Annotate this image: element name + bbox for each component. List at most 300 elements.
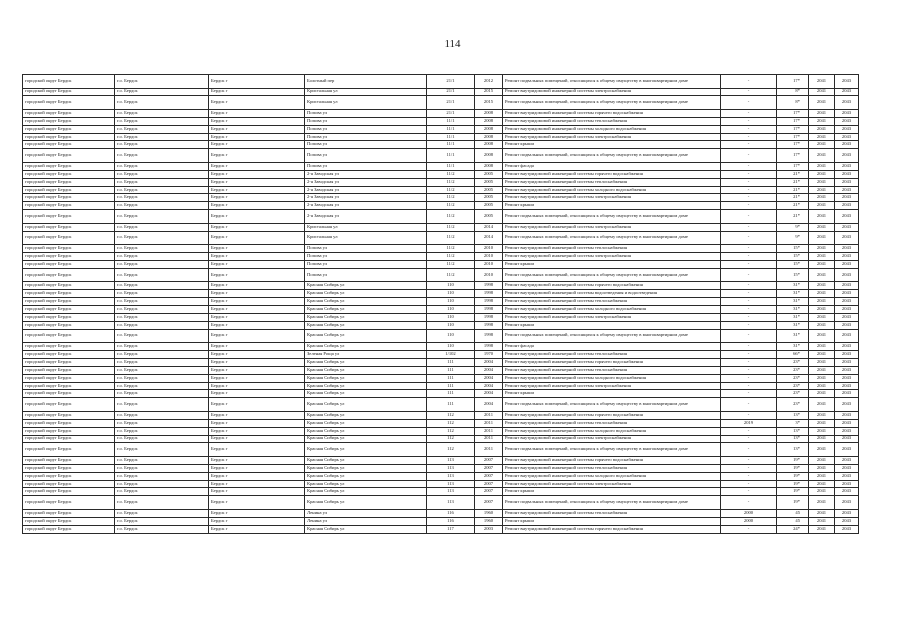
repair-work-cell: Ремонт внутридомовой инженерной системы электроснабжения xyxy=(503,133,721,141)
period-start-cell: 2041 xyxy=(809,210,835,224)
period-end-cell: 2043 xyxy=(835,374,859,382)
house-number-cell: 1/102 xyxy=(427,350,475,358)
municipality-cell: городской округ Бердск xyxy=(23,343,115,351)
locality-cell: Бердск г xyxy=(209,178,305,186)
last-repair-year-cell: - xyxy=(721,374,777,382)
repair-work-cell: Ремонт внутридомовой инженерной системы электроснабжения xyxy=(503,480,721,488)
house-number-cell: 112 xyxy=(427,443,475,457)
last-repair-year-cell: - xyxy=(721,162,777,170)
table-row xyxy=(23,178,859,186)
period-start-cell: 2041 xyxy=(809,374,835,382)
city-district-cell: г.о. Бердск xyxy=(115,464,209,472)
locality-cell: Бердск г xyxy=(209,419,305,427)
house-number-cell: 111 xyxy=(427,374,475,382)
table-row xyxy=(23,321,859,329)
table-row xyxy=(23,419,859,427)
house-number-cell: 113 xyxy=(427,480,475,488)
repair-work-cell: Ремонт внутридомовой инженерной системы электроснабжения xyxy=(503,435,721,443)
city-district-cell: г.о. Бердск xyxy=(115,109,209,117)
repair-work-cell: Ремонт внутридомовой инженерной системы горячего водоснабжения xyxy=(503,170,721,178)
municipality-cell: городской округ Бердск xyxy=(23,75,115,89)
period-start-cell: 2041 xyxy=(809,480,835,488)
city-district-cell: г.о. Бердск xyxy=(115,260,209,268)
repair-work-cell: Ремонт внутридомовой инженерной системы горячего водоснабжения xyxy=(503,411,721,419)
municipality-cell: городской округ Бердск xyxy=(23,149,115,163)
locality-cell: Бердск г xyxy=(209,268,305,282)
locality-cell: Бердск г xyxy=(209,374,305,382)
period-start-cell: 2041 xyxy=(809,464,835,472)
locality-cell: Бердск г xyxy=(209,321,305,329)
wear-cell: 21* xyxy=(777,210,809,224)
wear-cell: 8* xyxy=(777,96,809,110)
locality-cell: Бердск г xyxy=(209,472,305,480)
city-district-cell: г.о. Бердск xyxy=(115,194,209,202)
last-repair-year-cell: - xyxy=(721,231,777,245)
table-row xyxy=(23,350,859,358)
table-row xyxy=(23,366,859,374)
last-repair-year-cell: - xyxy=(721,223,777,231)
city-district-cell: г.о. Бердск xyxy=(115,133,209,141)
street-cell: Ленина ул xyxy=(305,509,427,517)
last-repair-year-cell: - xyxy=(721,186,777,194)
period-end-cell: 2043 xyxy=(835,162,859,170)
last-repair-year-cell: - xyxy=(721,435,777,443)
last-repair-year-cell: - xyxy=(721,88,777,96)
build-year-cell: 2012 xyxy=(475,75,503,89)
period-start-cell: 2041 xyxy=(809,178,835,186)
street-cell: Кристальная ул xyxy=(305,223,427,231)
period-end-cell: 2043 xyxy=(835,343,859,351)
city-district-cell: г.о. Бердск xyxy=(115,178,209,186)
wear-cell: 13* xyxy=(777,443,809,457)
repair-work-cell: Ремонт внутридомовой инженерной системы теплоснабжения xyxy=(503,419,721,427)
wear-cell: 9* xyxy=(777,223,809,231)
repair-work-cell: Ремонт внутридомовой инженерной системы электроснабжения xyxy=(503,252,721,260)
table-row xyxy=(23,398,859,412)
city-district-cell: г.о. Бердск xyxy=(115,231,209,245)
municipality-cell: городской округ Бердск xyxy=(23,125,115,133)
house-number-cell: 11/2 xyxy=(427,202,475,210)
wear-cell: 23* xyxy=(777,382,809,390)
locality-cell: Бердск г xyxy=(209,252,305,260)
street-cell: Красная Сибирь ул xyxy=(305,366,427,374)
wear-cell: 45 xyxy=(777,509,809,517)
period-end-cell: 2043 xyxy=(835,282,859,290)
period-start-cell: 2041 xyxy=(809,321,835,329)
house-number-cell: 113 xyxy=(427,464,475,472)
street-cell: Попова ул xyxy=(305,117,427,125)
municipality-cell: городской округ Бердск xyxy=(23,398,115,412)
wear-cell: 19* xyxy=(777,472,809,480)
wear-cell: 17* xyxy=(777,125,809,133)
period-end-cell: 2043 xyxy=(835,358,859,366)
house-number-cell: 111 xyxy=(427,366,475,374)
repair-work-cell: Ремонт внутридомовой инженерной системы горячего водоснабжения xyxy=(503,525,721,533)
wear-cell: 3* xyxy=(777,419,809,427)
build-year-cell: 2008 xyxy=(475,125,503,133)
period-start-cell: 2041 xyxy=(809,366,835,374)
last-repair-year-cell: - xyxy=(721,268,777,282)
wear-cell: 31* xyxy=(777,282,809,290)
locality-cell: Бердск г xyxy=(209,313,305,321)
municipality-cell: городской округ Бердск xyxy=(23,509,115,517)
period-start-cell: 2041 xyxy=(809,194,835,202)
last-repair-year-cell: - xyxy=(721,496,777,510)
period-start-cell: 2041 xyxy=(809,496,835,510)
period-end-cell: 2043 xyxy=(835,133,859,141)
last-repair-year-cell: - xyxy=(721,96,777,110)
street-cell: 2-я Заводская ул xyxy=(305,202,427,210)
table-row xyxy=(23,252,859,260)
repair-work-cell: Ремонт фасада xyxy=(503,162,721,170)
table-row xyxy=(23,472,859,480)
city-district-cell: г.о. Бердск xyxy=(115,366,209,374)
locality-cell: Бердск г xyxy=(209,210,305,224)
build-year-cell: 1998 xyxy=(475,290,503,298)
city-district-cell: г.о. Бердск xyxy=(115,350,209,358)
house-number-cell: 11/1 xyxy=(427,117,475,125)
wear-cell: 13* xyxy=(777,411,809,419)
period-start-cell: 2041 xyxy=(809,252,835,260)
table-body xyxy=(23,75,859,534)
street-cell: Красная Сибирь ул xyxy=(305,525,427,533)
period-end-cell: 2043 xyxy=(835,517,859,525)
municipality-cell: городской округ Бердск xyxy=(23,290,115,298)
house-number-cell: 111 xyxy=(427,382,475,390)
wear-cell: 23* xyxy=(777,374,809,382)
repair-work-cell: Ремонт внутридомовой инженерной системы холодного водоснабжения xyxy=(503,374,721,382)
last-repair-year-cell: - xyxy=(721,480,777,488)
locality-cell: Бердск г xyxy=(209,496,305,510)
period-start-cell: 2041 xyxy=(809,133,835,141)
period-start-cell: 2041 xyxy=(809,109,835,117)
street-cell: Красная Сибирь ул xyxy=(305,390,427,398)
build-year-cell: 2003 xyxy=(475,525,503,533)
last-repair-year-cell: - xyxy=(721,149,777,163)
table-row xyxy=(23,456,859,464)
street-cell: Красная Сибирь ул xyxy=(305,321,427,329)
repair-work-cell: Ремонт внутридомовой инженерной системы горячего водоснабжения xyxy=(503,358,721,366)
wear-cell: 15* xyxy=(777,252,809,260)
period-start-cell: 2041 xyxy=(809,350,835,358)
wear-cell: 31* xyxy=(777,313,809,321)
wear-cell: 31* xyxy=(777,329,809,343)
street-cell: Попова ул xyxy=(305,245,427,253)
wear-cell: 17* xyxy=(777,149,809,163)
last-repair-year-cell: - xyxy=(721,382,777,390)
municipality-cell: городской округ Бердск xyxy=(23,374,115,382)
street-cell: Кристальная ул xyxy=(305,96,427,110)
build-year-cell: 2004 xyxy=(475,374,503,382)
repair-work-cell: Ремонт крыши xyxy=(503,260,721,268)
locality-cell: Бердск г xyxy=(209,245,305,253)
table-row xyxy=(23,231,859,245)
last-repair-year-cell: - xyxy=(721,443,777,457)
wear-cell: 24* xyxy=(777,525,809,533)
street-cell: Попова ул xyxy=(305,109,427,117)
build-year-cell: 2008 xyxy=(475,117,503,125)
last-repair-year-cell: - xyxy=(721,141,777,149)
municipality-cell: городской округ Бердск xyxy=(23,443,115,457)
city-district-cell: г.о. Бердск xyxy=(115,435,209,443)
period-end-cell: 2043 xyxy=(835,382,859,390)
municipality-cell: городской округ Бердск xyxy=(23,170,115,178)
table-row xyxy=(23,390,859,398)
municipality-cell: городской округ Бердск xyxy=(23,202,115,210)
table-row xyxy=(23,245,859,253)
wear-cell: 17* xyxy=(777,109,809,117)
house-number-cell: 11/2 xyxy=(427,260,475,268)
house-number-cell: 21/1 xyxy=(427,75,475,89)
last-repair-year-cell: - xyxy=(721,411,777,419)
last-repair-year-cell: - xyxy=(721,133,777,141)
wear-cell: 19* xyxy=(777,464,809,472)
build-year-cell: 2004 xyxy=(475,358,503,366)
period-end-cell: 2043 xyxy=(835,125,859,133)
build-year-cell: 2005 xyxy=(475,194,503,202)
locality-cell: Бердск г xyxy=(209,125,305,133)
municipality-cell: городской округ Бердск xyxy=(23,472,115,480)
house-number-cell: 11/2 xyxy=(427,252,475,260)
house-number-cell: 11/1 xyxy=(427,125,475,133)
repair-work-cell: Ремонт внутридомовой инженерной системы электроснабжения xyxy=(503,88,721,96)
house-number-cell: 112 xyxy=(427,427,475,435)
build-year-cell: 2004 xyxy=(475,390,503,398)
repair-work-cell: Ремонт внутридомовой инженерной системы холодного водоснабжения xyxy=(503,305,721,313)
house-number-cell: 110 xyxy=(427,305,475,313)
table-row xyxy=(23,223,859,231)
build-year-cell: 2010 xyxy=(475,252,503,260)
locality-cell: Бердск г xyxy=(209,298,305,306)
table-row xyxy=(23,141,859,149)
street-cell: Красная Сибирь ул xyxy=(305,427,427,435)
build-year-cell: 2010 xyxy=(475,268,503,282)
house-number-cell: 110 xyxy=(427,321,475,329)
table-row xyxy=(23,382,859,390)
wear-cell: 66* xyxy=(777,350,809,358)
table-row xyxy=(23,88,859,96)
city-district-cell: г.о. Бердск xyxy=(115,210,209,224)
build-year-cell: 2015 xyxy=(475,96,503,110)
locality-cell: Бердск г xyxy=(209,75,305,89)
locality-cell: Бердск г xyxy=(209,133,305,141)
street-cell: Красная Сибирь ул xyxy=(305,419,427,427)
table-row xyxy=(23,210,859,224)
city-district-cell: г.о. Бердск xyxy=(115,321,209,329)
build-year-cell: 2007 xyxy=(475,456,503,464)
street-cell: Красная Сибирь ул xyxy=(305,329,427,343)
municipality-cell: городской округ Бердск xyxy=(23,96,115,110)
street-cell: Красная Сибирь ул xyxy=(305,343,427,351)
build-year-cell: 2008 xyxy=(475,133,503,141)
period-start-cell: 2041 xyxy=(809,96,835,110)
street-cell: Кристальная ул xyxy=(305,88,427,96)
repair-work-cell: Ремонт внутридомовой инженерной системы электроснабжения xyxy=(503,223,721,231)
house-number-cell: 11/2 xyxy=(427,210,475,224)
repair-work-cell: Ремонт крыши xyxy=(503,141,721,149)
locality-cell: Бердск г xyxy=(209,149,305,163)
table-row xyxy=(23,313,859,321)
period-end-cell: 2043 xyxy=(835,472,859,480)
city-district-cell: г.о. Бердск xyxy=(115,411,209,419)
period-end-cell: 2043 xyxy=(835,117,859,125)
street-cell: Красная Сибирь ул xyxy=(305,496,427,510)
street-cell: 2-я Заводская ул xyxy=(305,170,427,178)
city-district-cell: г.о. Бердск xyxy=(115,202,209,210)
period-end-cell: 2043 xyxy=(835,170,859,178)
municipality-cell: городской округ Бердск xyxy=(23,329,115,343)
repair-work-cell: Ремонт внутридомовой инженерной системы теплоснабжения xyxy=(503,178,721,186)
last-repair-year-cell: - xyxy=(721,464,777,472)
municipality-cell: городской округ Бердск xyxy=(23,141,115,149)
locality-cell: Бердск г xyxy=(209,343,305,351)
city-district-cell: г.о. Бердск xyxy=(115,141,209,149)
house-number-cell: 112 xyxy=(427,419,475,427)
city-district-cell: г.о. Бердск xyxy=(115,456,209,464)
street-cell: Красная Сибирь ул xyxy=(305,472,427,480)
locality-cell: Бердск г xyxy=(209,366,305,374)
last-repair-year-cell: - xyxy=(721,472,777,480)
municipality-cell: городской округ Бердск xyxy=(23,231,115,245)
period-start-cell: 2041 xyxy=(809,390,835,398)
street-cell: 2-я Заводская ул xyxy=(305,186,427,194)
period-end-cell: 2043 xyxy=(835,141,859,149)
period-start-cell: 2041 xyxy=(809,313,835,321)
house-number-cell: 110 xyxy=(427,313,475,321)
period-start-cell: 2041 xyxy=(809,88,835,96)
period-end-cell: 2043 xyxy=(835,88,859,96)
locality-cell: Бердск г xyxy=(209,390,305,398)
table-row xyxy=(23,202,859,210)
house-number-cell: 21/1 xyxy=(427,88,475,96)
locality-cell: Бердск г xyxy=(209,411,305,419)
house-number-cell: 11/2 xyxy=(427,170,475,178)
build-year-cell: 2008 xyxy=(475,109,503,117)
table-row xyxy=(23,109,859,117)
period-end-cell: 2043 xyxy=(835,366,859,374)
municipality-cell: городской округ Бердск xyxy=(23,321,115,329)
last-repair-year-cell: - xyxy=(721,252,777,260)
street-cell: Красная Сибирь ул xyxy=(305,290,427,298)
period-start-cell: 2041 xyxy=(809,517,835,525)
period-start-cell: 2041 xyxy=(809,305,835,313)
locality-cell: Бердск г xyxy=(209,88,305,96)
city-district-cell: г.о. Бердск xyxy=(115,525,209,533)
city-district-cell: г.о. Бердск xyxy=(115,390,209,398)
table-row xyxy=(23,268,859,282)
last-repair-year-cell: - xyxy=(721,350,777,358)
period-start-cell: 2041 xyxy=(809,343,835,351)
build-year-cell: 2005 xyxy=(475,186,503,194)
build-year-cell: 2007 xyxy=(475,496,503,510)
build-year-cell: 2007 xyxy=(475,472,503,480)
last-repair-year-cell: - xyxy=(721,313,777,321)
locality-cell: Бердск г xyxy=(209,194,305,202)
build-year-cell: 2007 xyxy=(475,480,503,488)
municipality-cell: городской округ Бердск xyxy=(23,210,115,224)
table-row xyxy=(23,358,859,366)
house-number-cell: 110 xyxy=(427,282,475,290)
repair-work-cell: Ремонт внутридомовой инженерной системы водоотведения и водоотведения xyxy=(503,290,721,298)
municipality-cell: городской округ Бердск xyxy=(23,313,115,321)
period-start-cell: 2041 xyxy=(809,245,835,253)
municipality-cell: городской округ Бердск xyxy=(23,350,115,358)
repair-work-cell: Ремонт подвальных помещений, относящихся к общему имуществу в многоквартирном доме xyxy=(503,149,721,163)
city-district-cell: г.о. Бердск xyxy=(115,480,209,488)
period-end-cell: 2043 xyxy=(835,443,859,457)
last-repair-year-cell: - xyxy=(721,117,777,125)
street-cell: Красная Сибирь ул xyxy=(305,374,427,382)
period-end-cell: 2043 xyxy=(835,496,859,510)
repair-work-cell: Ремонт фасада xyxy=(503,343,721,351)
period-end-cell: 2043 xyxy=(835,245,859,253)
build-year-cell: 1998 xyxy=(475,321,503,329)
repair-work-cell: Ремонт внутридомовой инженерной системы холодного водоснабжения xyxy=(503,186,721,194)
table-row xyxy=(23,343,859,351)
period-start-cell: 2041 xyxy=(809,282,835,290)
build-year-cell: 2005 xyxy=(475,202,503,210)
table-row xyxy=(23,464,859,472)
last-repair-year-cell: 2000 xyxy=(721,517,777,525)
table-row xyxy=(23,117,859,125)
house-number-cell: 113 xyxy=(427,496,475,510)
period-end-cell: 2043 xyxy=(835,411,859,419)
municipality-cell: городской округ Бердск xyxy=(23,268,115,282)
period-start-cell: 2041 xyxy=(809,260,835,268)
municipality-cell: городской округ Бердск xyxy=(23,186,115,194)
repair-work-cell: Ремонт крыши xyxy=(503,321,721,329)
period-start-cell: 2041 xyxy=(809,382,835,390)
build-year-cell: 2005 xyxy=(475,178,503,186)
municipality-cell: городской округ Бердск xyxy=(23,245,115,253)
repair-work-cell: Ремонт подвальных помещений, относящихся к общему имуществу в многоквартирном доме xyxy=(503,398,721,412)
period-end-cell: 2043 xyxy=(835,260,859,268)
repair-work-cell: Ремонт внутридомовой инженерной системы теплоснабжения xyxy=(503,245,721,253)
build-year-cell: 2011 xyxy=(475,443,503,457)
house-number-cell: 11/1 xyxy=(427,133,475,141)
house-number-cell: 116 xyxy=(427,517,475,525)
period-end-cell: 2043 xyxy=(835,202,859,210)
house-number-cell: 113 xyxy=(427,456,475,464)
build-year-cell: 2011 xyxy=(475,411,503,419)
house-number-cell: 11/1 xyxy=(427,141,475,149)
house-number-cell: 113 xyxy=(427,472,475,480)
municipality-cell: городской округ Бердск xyxy=(23,366,115,374)
wear-cell: 45 xyxy=(777,517,809,525)
build-year-cell: 1970 xyxy=(475,350,503,358)
last-repair-year-cell: - xyxy=(721,245,777,253)
city-district-cell: г.о. Бердск xyxy=(115,343,209,351)
last-repair-year-cell: - xyxy=(721,202,777,210)
house-number-cell: 117 xyxy=(427,525,475,533)
municipality-cell: городской округ Бердск xyxy=(23,133,115,141)
period-end-cell: 2043 xyxy=(835,398,859,412)
wear-cell: 9* xyxy=(777,231,809,245)
city-district-cell: г.о. Бердск xyxy=(115,117,209,125)
last-repair-year-cell: - xyxy=(721,398,777,412)
build-year-cell: 2007 xyxy=(475,488,503,496)
street-cell: Красная Сибирь ул xyxy=(305,464,427,472)
page-number: 114 xyxy=(444,38,461,50)
repair-work-cell: Ремонт подвальных помещений, относящихся к общему имуществу в многоквартирном доме xyxy=(503,75,721,89)
repair-work-cell: Ремонт крыши xyxy=(503,202,721,210)
locality-cell: Бердск г xyxy=(209,305,305,313)
wear-cell: 19* xyxy=(777,456,809,464)
table-row xyxy=(23,186,859,194)
last-repair-year-cell: - xyxy=(721,125,777,133)
build-year-cell: 2007 xyxy=(475,464,503,472)
wear-cell: 23* xyxy=(777,366,809,374)
